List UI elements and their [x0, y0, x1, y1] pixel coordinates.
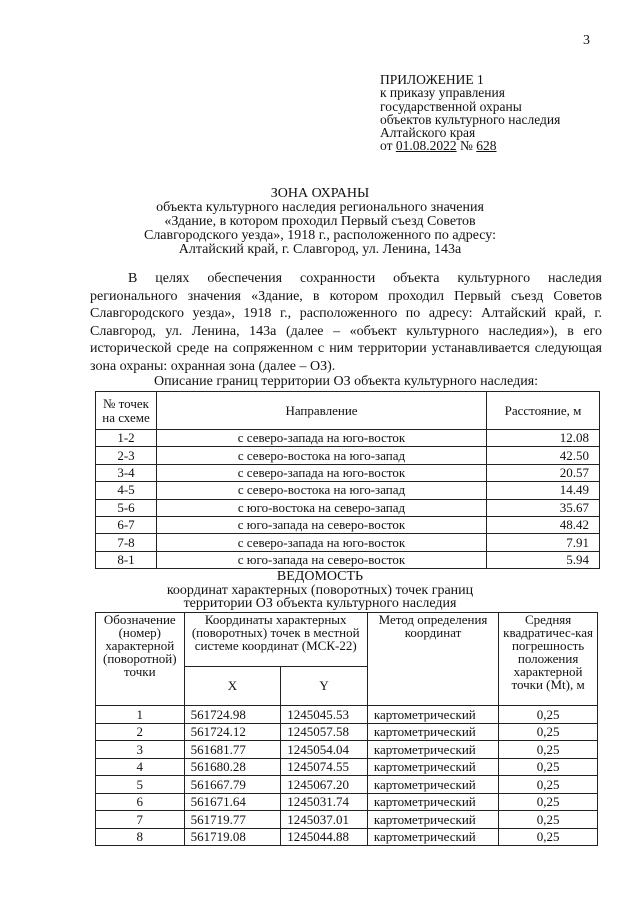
vedomost-line: координат характерных (поворотных) точек границ [166, 582, 474, 598]
table-row [96, 723, 598, 741]
table-row [96, 464, 600, 481]
cell-points: 4-5 [96, 482, 157, 499]
order-mid: № [456, 138, 477, 154]
vedomost-line: территории ОЗ объекта культурного наследия [183, 596, 457, 611]
cell-error: 0,25 [499, 741, 598, 759]
cell-distance: 20.57 [487, 464, 600, 481]
appendix-line: государственной охраны [380, 98, 522, 114]
cell-point-number: 2 [96, 723, 185, 741]
cell-method: картометрический [367, 741, 498, 759]
header-designation: Обозначение (номер) характерной (поворотной) точки [96, 613, 185, 706]
cell-method: картометрический [367, 758, 498, 776]
cell-method: картометрический [367, 811, 498, 829]
table-header-row [96, 392, 600, 430]
cell-direction: с северо-востока на юго-запад [157, 447, 487, 464]
cell-error: 0,25 [499, 793, 598, 811]
table-row [96, 430, 600, 447]
cell-point-number: 7 [96, 811, 185, 829]
header-x: X [184, 666, 281, 705]
table-row [96, 447, 600, 464]
cell-distance: 7.91 [487, 534, 600, 551]
cell-direction: с северо-запада на юго-восток [157, 534, 487, 551]
title-line: объекта культурного наследия регионального значения [156, 200, 484, 215]
table-row [96, 741, 598, 759]
cell-direction: с северо-запада на юго-восток [157, 430, 487, 447]
document-title [0, 187, 640, 257]
header-method: Метод определения координат [367, 613, 498, 706]
cell-point-number: 6 [96, 793, 185, 811]
table-row [96, 534, 600, 551]
cell-y: 1245044.88 [281, 828, 368, 846]
cell-points: 3-4 [96, 464, 157, 481]
cell-method: картометрический [367, 793, 498, 811]
cell-error: 0,25 [499, 758, 598, 776]
title-line: Славгородского уезда», 1918 г., расположенного по адресу: [143, 228, 497, 243]
cell-point-number: 4 [96, 758, 185, 776]
cell-x: 561667.79 [184, 776, 281, 794]
cell-points: 2-3 [96, 447, 157, 464]
cell-y: 1245037.01 [281, 811, 368, 829]
order-prefix: от [380, 138, 396, 154]
cell-x: 561724.12 [184, 723, 281, 741]
paragraph-text: В целях обеспечения сохранности объекта культурного наследия регионального значения «Здание, в котором проходил Первый съезд Советов Славгородского уезда», 1918 г., расположенного по адресу: Алтайский край, г. Славгород, ул. Ленина, 143а (далее – «объект культурного наследия»), в его исторической среде на сопряженном с ним территории устанавливается следующая зона охраны: охранная зона (далее – ОЗ). [90, 271, 602, 374]
cell-y: 1245045.53 [281, 706, 368, 724]
header-distance: Расстояние, м [487, 392, 600, 430]
table-row [96, 776, 598, 794]
table-row [96, 551, 600, 568]
appendix-line: Алтайского края [380, 125, 476, 141]
header-direction: Направление [157, 392, 487, 430]
cell-method: картометрический [367, 828, 498, 846]
table-row [96, 499, 600, 516]
header-coordinates: Координаты характерных (поворотных) точек в местной системе координат (МСК-22) [184, 613, 367, 667]
cell-point-number: 1 [96, 706, 185, 724]
cell-direction: с юго-запада на северо-восток [157, 516, 487, 533]
cell-x: 561671.64 [184, 793, 281, 811]
appendix-line: объектов культурного наследия [380, 111, 561, 127]
header-points: № точек на схеме [96, 392, 157, 430]
cell-distance: 12.08 [487, 430, 600, 447]
cell-error: 0,25 [499, 706, 598, 724]
order-number: 628 [476, 138, 497, 154]
table-row [96, 482, 600, 499]
table1-caption: Описание границ территории ОЗ объекта культурного наследия: [153, 374, 539, 389]
cell-error: 0,25 [499, 811, 598, 829]
cell-point-number: 8 [96, 828, 185, 846]
cell-point-number: 5 [96, 776, 185, 794]
cell-distance: 48.42 [487, 516, 600, 533]
table-header-row [96, 613, 598, 667]
cell-direction: с северо-запада на юго-восток [157, 464, 487, 481]
cell-x: 561681.77 [184, 741, 281, 759]
cell-error: 0,25 [499, 828, 598, 846]
order-reference [380, 139, 560, 152]
cell-point-number: 3 [96, 741, 185, 759]
cell-x: 561719.08 [184, 828, 281, 846]
cell-points: 7-8 [96, 534, 157, 551]
table-row [96, 758, 598, 776]
cell-points: 1-2 [96, 430, 157, 447]
cell-points: 6-7 [96, 516, 157, 533]
title-line: «Здание, в котором проходил Первый съезд Советов [164, 214, 476, 229]
intro-paragraph [90, 270, 602, 376]
cell-direction: с юго-востока на северо-запад [157, 499, 487, 516]
vedomost-title [0, 570, 640, 611]
cell-distance: 35.67 [487, 499, 600, 516]
appendix-title: ПРИЛОЖЕНИЕ 1 [380, 72, 484, 87]
table-row [96, 706, 598, 724]
cell-distance: 42.50 [487, 447, 600, 464]
coordinates-table [95, 612, 598, 846]
cell-method: картометрический [367, 706, 498, 724]
cell-y: 1245054.04 [281, 741, 368, 759]
header-error: Средняя квадратичес-кая погрешность положения характерной точки (Mt), м [499, 613, 598, 706]
cell-x: 561724.98 [184, 706, 281, 724]
vedomost-heading: ВЕДОМОСТЬ [276, 569, 364, 584]
cell-distance: 5.94 [487, 551, 600, 568]
cell-y: 1245067.20 [281, 776, 368, 794]
cell-direction: с северо-востока на юго-запад [157, 482, 487, 499]
table-row [96, 811, 598, 829]
cell-error: 0,25 [499, 776, 598, 794]
cell-y: 1245057.58 [281, 723, 368, 741]
header-y: Y [281, 666, 368, 705]
order-date: 01.08.2022 [395, 138, 457, 154]
title-line: Алтайский край, г. Славгород, ул. Ленина, 143а [178, 242, 462, 257]
appendix-header [380, 73, 560, 153]
cell-error: 0,25 [499, 723, 598, 741]
cell-method: картометрический [367, 776, 498, 794]
table-row [96, 516, 600, 533]
table-row [96, 793, 598, 811]
cell-y: 1245031.74 [281, 793, 368, 811]
page-number: 3 [583, 33, 590, 48]
table-row [96, 828, 598, 846]
cell-points: 8-1 [96, 551, 157, 568]
cell-x: 561680.28 [184, 758, 281, 776]
cell-method: картометрический [367, 723, 498, 741]
cell-y: 1245074.55 [281, 758, 368, 776]
boundary-table [95, 391, 600, 569]
cell-distance: 14.49 [487, 482, 600, 499]
title-heading: ЗОНА ОХРАНЫ [270, 186, 370, 201]
cell-x: 561719.77 [184, 811, 281, 829]
appendix-line: к приказу управления [380, 85, 505, 101]
cell-direction: с юго-запада на северо-восток [157, 551, 487, 568]
cell-points: 5-6 [96, 499, 157, 516]
